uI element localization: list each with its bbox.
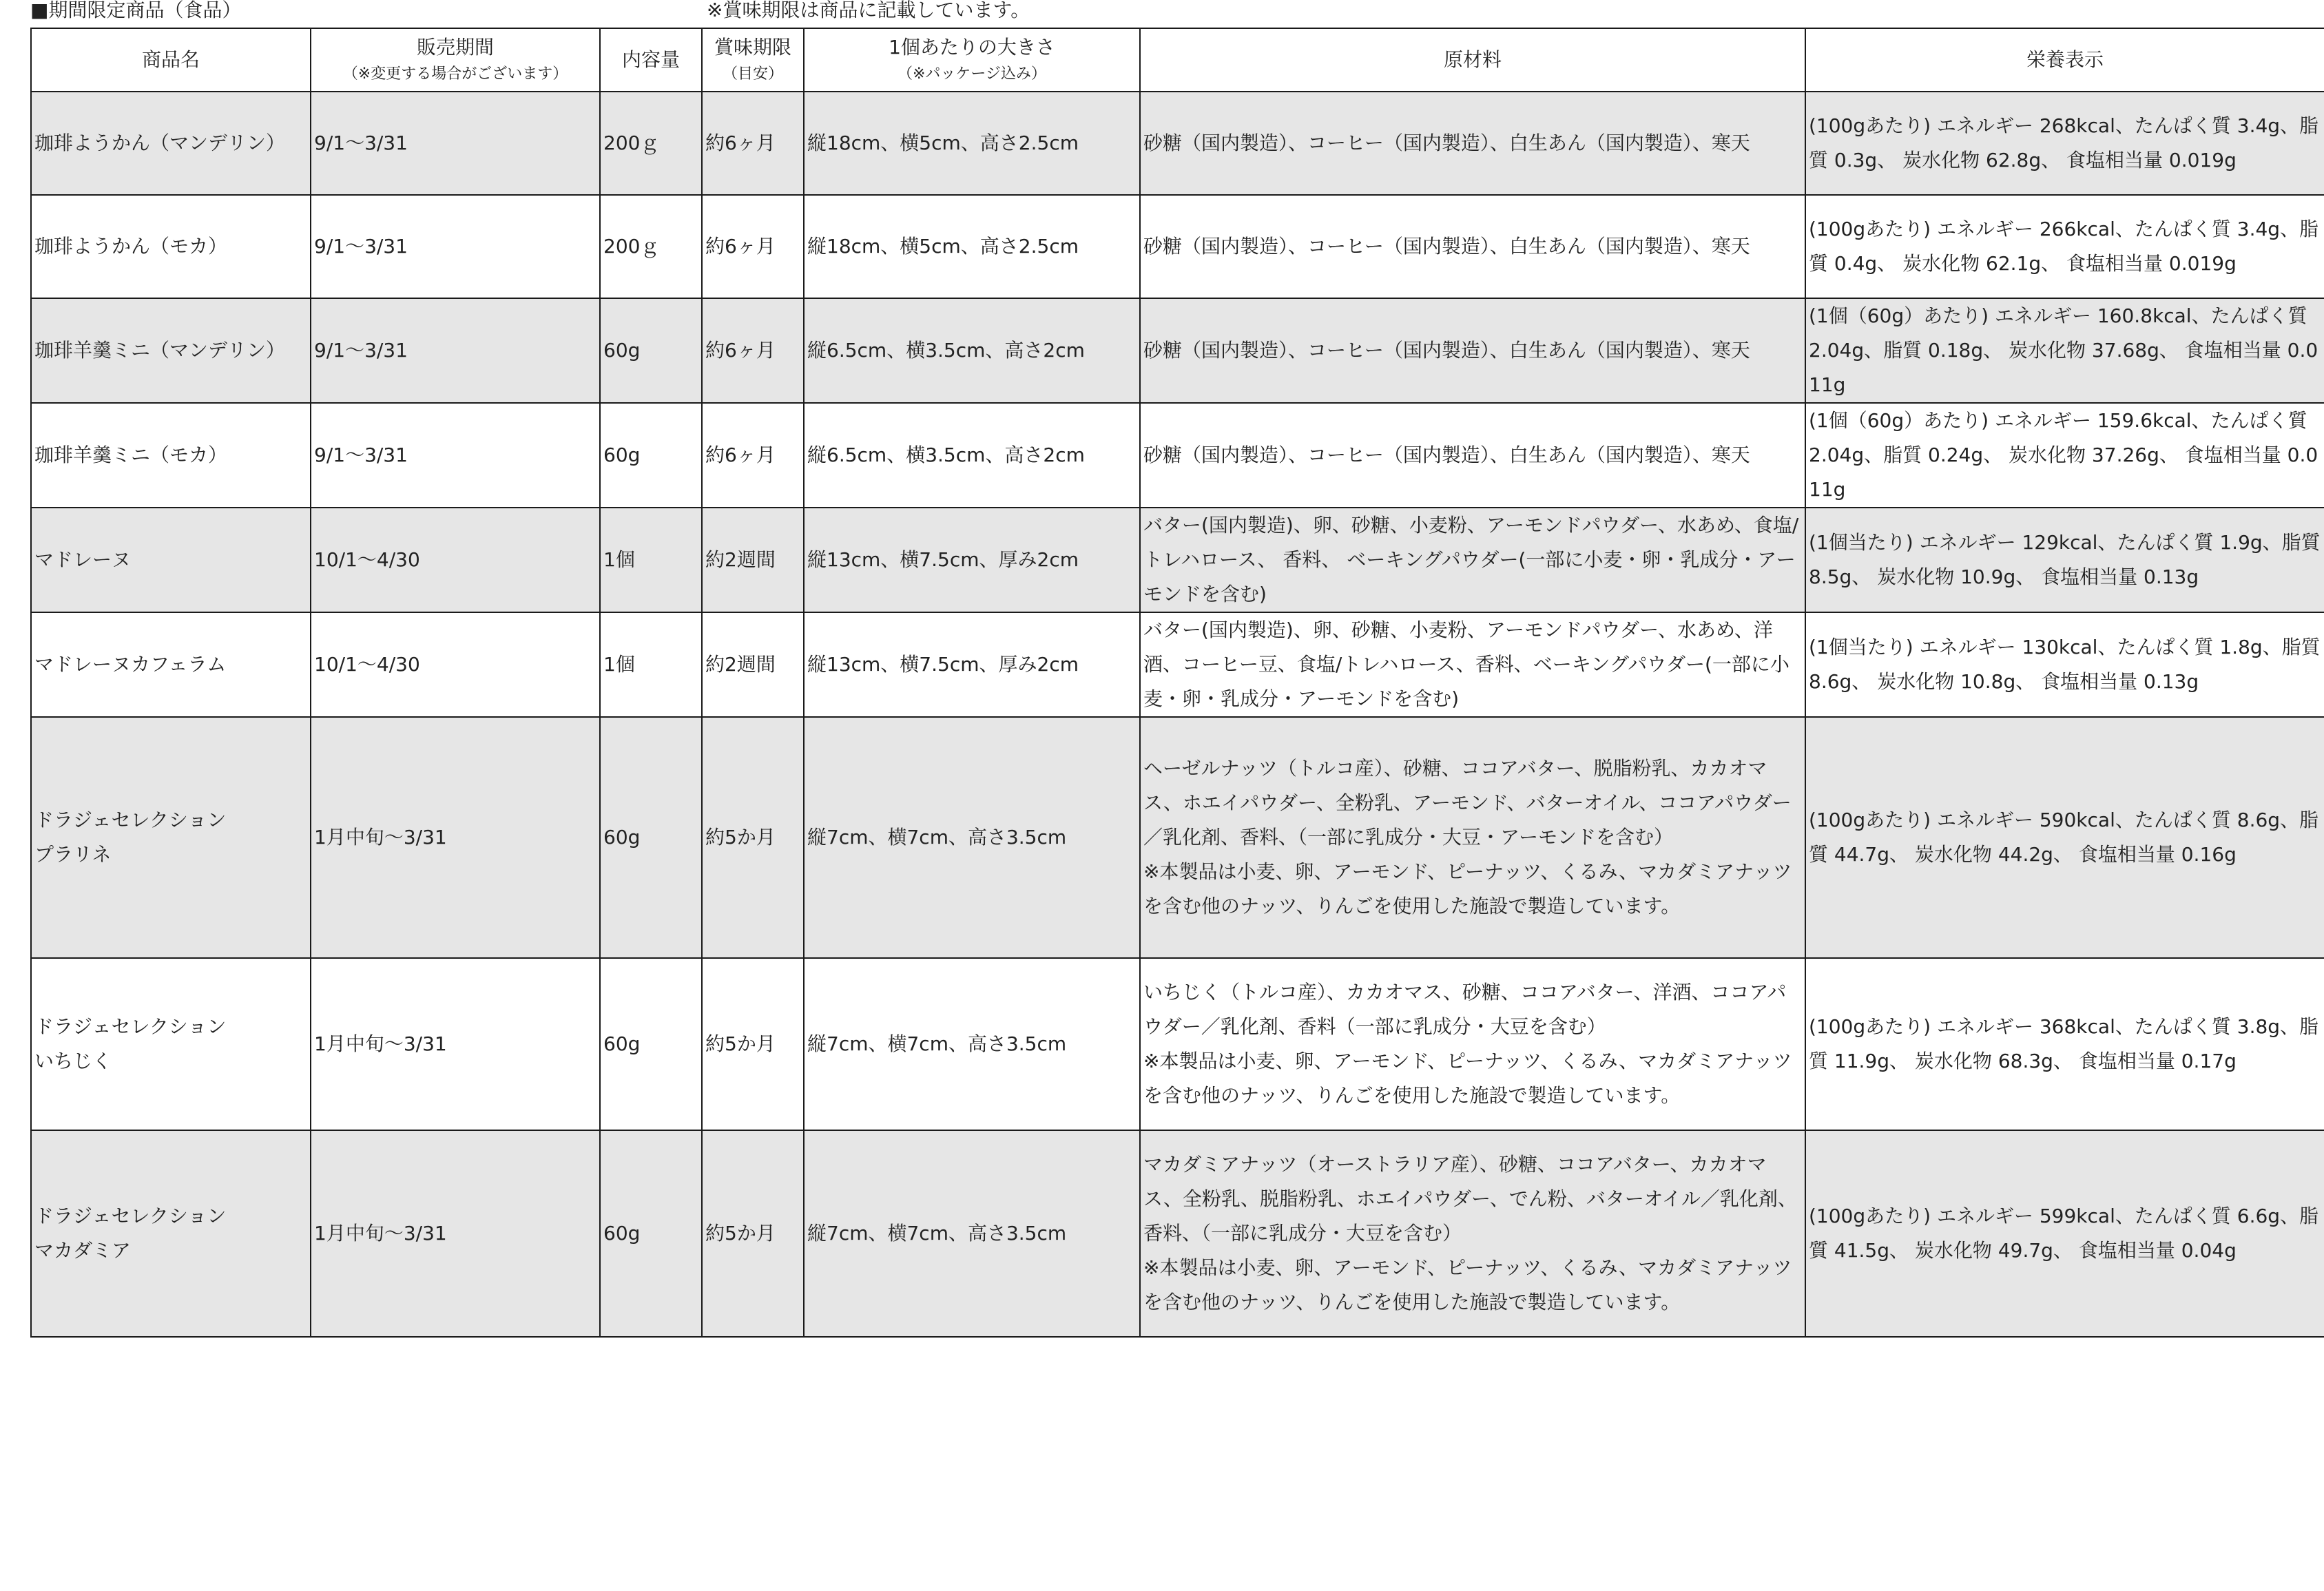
section-title: ■期間限定商品（食品） bbox=[30, 0, 242, 21]
cell-size: 縦7cm、横7cm、高さ3.5cm bbox=[804, 958, 1140, 1130]
cell-shelf-life: 約2週間 bbox=[702, 612, 804, 717]
column-header-size bbox=[804, 28, 1140, 92]
cell-amount: 200ｇ bbox=[600, 92, 702, 195]
product-table bbox=[30, 28, 2324, 1338]
column-header-label: 商品名 bbox=[141, 48, 200, 71]
cell-amount: 60g bbox=[600, 958, 702, 1130]
table-row bbox=[31, 298, 2324, 403]
table-row bbox=[31, 403, 2324, 508]
cell-amount: 60g bbox=[600, 717, 702, 958]
table-row bbox=[31, 508, 2324, 612]
cell-ingredients: 砂糖（国内製造）、コーヒー（国内製造）、白生あん（国内製造）、寒天 bbox=[1140, 92, 1805, 195]
cell-shelf-life: 約5か月 bbox=[702, 717, 804, 958]
cell-amount: 60g bbox=[600, 298, 702, 403]
column-header-name bbox=[31, 28, 311, 92]
cell-sales-period: 1月中旬～3/31 bbox=[311, 717, 600, 958]
column-header-note: （目安） bbox=[722, 65, 783, 83]
column-header-label: 1個あたりの大きさ bbox=[889, 36, 1055, 59]
cell-product-name: ドラジェセレクション マカダミア bbox=[31, 1130, 311, 1337]
cell-amount: 1個 bbox=[600, 612, 702, 717]
cell-size: 縦18cm、横5cm、高さ2.5cm bbox=[804, 92, 1140, 195]
column-header-label: 原材料 bbox=[1443, 48, 1502, 71]
header-row bbox=[31, 28, 2324, 92]
column-header-note: （※パッケージ込み） bbox=[898, 65, 1046, 83]
cell-shelf-life: 約6ヶ月 bbox=[702, 92, 804, 195]
column-header-label: 栄養表示 bbox=[2026, 48, 2104, 71]
cell-size: 縦13cm、横7.5cm、厚み2cm bbox=[804, 612, 1140, 717]
table-row bbox=[31, 92, 2324, 195]
cell-nutrition: (100gあたり) エネルギー 268kcal、たんぱく質 3.4g、脂質 0.3g、 炭水化物 62.8g、 食塩相当量 0.019g bbox=[1805, 92, 2324, 195]
cell-product-name: ドラジェセレクション いちじく bbox=[31, 958, 311, 1130]
cell-nutrition: (1個当たり) エネルギー 130kcal、たんぱく質 1.8g、脂質 8.6g、 炭水化物 10.8g、 食塩相当量 0.13g bbox=[1805, 612, 2324, 717]
cell-sales-period: 10/1～4/30 bbox=[311, 508, 600, 612]
column-header-label: 賞味期限 bbox=[714, 36, 791, 59]
cell-sales-period: 9/1～3/31 bbox=[311, 92, 600, 195]
cell-amount: 1個 bbox=[600, 508, 702, 612]
cell-product-name: 珈琲ようかん（モカ） bbox=[31, 195, 311, 298]
cell-nutrition: (1個（60g）あたり) エネルギー 160.8kcal、たんぱく質 2.04g、脂質 0.18g、 炭水化物 37.68g、 食塩相当量 0.011g bbox=[1805, 298, 2324, 403]
column-header-label: 販売期間 bbox=[416, 36, 494, 59]
table-row bbox=[31, 612, 2324, 717]
cell-sales-period: 1月中旬～3/31 bbox=[311, 1130, 600, 1337]
table-row bbox=[31, 958, 2324, 1130]
column-header-period bbox=[311, 28, 600, 92]
cell-ingredients: ヘーゼルナッツ（トルコ産）、砂糖、ココアバター、脱脂粉乳、カカオマス、ホエイパウダー、全粉乳、アーモンド、バターオイル、ココアパウダー／乳化剤、香料、（一部に乳成分・大豆・アーモンドを含む） ※本製品は小麦、卵、アーモンド、ピーナッツ、くるみ、マカダミアナッツを含む他のナッツ、りんごを使用した施設で製造しています。 bbox=[1140, 717, 1805, 958]
cell-ingredients: マカダミアナッツ（オーストラリア産）、砂糖、ココアバター、カカオマス、全粉乳、脱脂粉乳、ホエイパウダー、でん粉、バターオイル／乳化剤、香料、（一部に乳成分・大豆を含む） ※本製品は小麦、卵、アーモンド、ピーナッツ、くるみ、マカダミアナッツを含む他のナッツ、りんごを使用した施設で製造しています。 bbox=[1140, 1130, 1805, 1337]
cell-shelf-life: 約6ヶ月 bbox=[702, 403, 804, 508]
cell-nutrition: (100gあたり) エネルギー 368kcal、たんぱく質 3.8g、脂質 11.9g、 炭水化物 68.3g、 食塩相当量 0.17g bbox=[1805, 958, 2324, 1130]
cell-shelf-life: 約6ヶ月 bbox=[702, 195, 804, 298]
cell-shelf-life: 約5か月 bbox=[702, 1130, 804, 1337]
cell-ingredients: 砂糖（国内製造）、コーヒー（国内製造）、白生あん（国内製造）、寒天 bbox=[1140, 403, 1805, 508]
cell-ingredients: 砂糖（国内製造）、コーヒー（国内製造）、白生あん（国内製造）、寒天 bbox=[1140, 195, 1805, 298]
cell-size: 縦13cm、横7.5cm、厚み2cm bbox=[804, 508, 1140, 612]
cell-product-name: マドレーヌ bbox=[31, 508, 311, 612]
column-header-amount bbox=[600, 28, 702, 92]
cell-ingredients: 砂糖（国内製造）、コーヒー（国内製造）、白生あん（国内製造）、寒天 bbox=[1140, 298, 1805, 403]
cell-product-name: マドレーヌカフェラム bbox=[31, 612, 311, 717]
cell-ingredients: バター(国内製造)、卵、砂糖、小麦粉、アーモンドパウダー、水あめ、食塩/トレハロース、 香料、 ベーキングパウダー(一部に小麦・卵・乳成分・アーモンドを含む) bbox=[1140, 508, 1805, 612]
cell-size: 縦7cm、横7cm、高さ3.5cm bbox=[804, 1130, 1140, 1337]
cell-sales-period: 1月中旬～3/31 bbox=[311, 958, 600, 1130]
cell-ingredients: バター(国内製造)、卵、砂糖、小麦粉、アーモンドパウダー、水あめ、洋酒、コーヒー豆、食塩/トレハロース、香料、ベーキングパウダー(一部に小麦・卵・乳成分・アーモンドを含む) bbox=[1140, 612, 1805, 717]
cell-product-name: 珈琲ようかん（マンデリン） bbox=[31, 92, 311, 195]
column-header-ingredients bbox=[1140, 28, 1805, 92]
column-header-shelf-life bbox=[702, 28, 804, 92]
cell-amount: 200ｇ bbox=[600, 195, 702, 298]
table-row bbox=[31, 717, 2324, 958]
cell-sales-period: 9/1～3/31 bbox=[311, 403, 600, 508]
column-header-note: （※変更する場合がございます） bbox=[342, 65, 568, 83]
cell-ingredients: いちじく（トルコ産）、カカオマス、砂糖、ココアバター、洋酒、ココアパウダー／乳化剤、香料（一部に乳成分・大豆を含む） ※本製品は小麦、卵、アーモンド、ピーナッツ、くるみ、マカダミアナッツを含む他のナッツ、りんごを使用した施設で製造しています。 bbox=[1140, 958, 1805, 1130]
cell-nutrition: (100gあたり) エネルギー 599kcal、たんぱく質 6.6g、脂質 41.5g、 炭水化物 49.7g、 食塩相当量 0.04g bbox=[1805, 1130, 2324, 1337]
cell-nutrition: (1個（60g）あたり) エネルギー 159.6kcal、たんぱく質 2.04g、脂質 0.24g、 炭水化物 37.26g、 食塩相当量 0.011g bbox=[1805, 403, 2324, 508]
cell-sales-period: 9/1～3/31 bbox=[311, 298, 600, 403]
table-row bbox=[31, 195, 2324, 298]
cell-nutrition: (100gあたり) エネルギー 266kcal、たんぱく質 3.4g、脂質 0.4g、 炭水化物 62.1g、 食塩相当量 0.019g bbox=[1805, 195, 2324, 298]
column-header-label: 内容量 bbox=[621, 48, 680, 71]
cell-sales-period: 9/1～3/31 bbox=[311, 195, 600, 298]
cell-nutrition: (1個当たり) エネルギー 129kcal、たんぱく質 1.9g、脂質 8.5g、 炭水化物 10.9g、 食塩相当量 0.13g bbox=[1805, 508, 2324, 612]
cell-product-name: 珈琲羊羹ミニ（モカ） bbox=[31, 403, 311, 508]
cell-size: 縦6.5cm、横3.5cm、高さ2cm bbox=[804, 298, 1140, 403]
cell-nutrition: (100gあたり) エネルギー 590kcal、たんぱく質 8.6g、脂質 44.7g、 炭水化物 44.2g、 食塩相当量 0.16g bbox=[1805, 717, 2324, 958]
cell-shelf-life: 約6ヶ月 bbox=[702, 298, 804, 403]
cell-amount: 60g bbox=[600, 1130, 702, 1337]
cell-product-name: ドラジェセレクション プラリネ bbox=[31, 717, 311, 958]
cell-product-name: 珈琲羊羹ミニ（マンデリン） bbox=[31, 298, 311, 403]
table-row bbox=[31, 1130, 2324, 1337]
cell-size: 縦18cm、横5cm、高さ2.5cm bbox=[804, 195, 1140, 298]
cell-amount: 60g bbox=[600, 403, 702, 508]
cell-sales-period: 10/1～4/30 bbox=[311, 612, 600, 717]
cell-shelf-life: 約5か月 bbox=[702, 958, 804, 1130]
column-header-nutrition bbox=[1805, 28, 2324, 92]
cell-shelf-life: 約2週間 bbox=[702, 508, 804, 612]
shelf-life-note: ※賞味期限は商品に記載しています。 bbox=[707, 0, 1030, 21]
cell-size: 縦7cm、横7cm、高さ3.5cm bbox=[804, 717, 1140, 958]
cell-size: 縦6.5cm、横3.5cm、高さ2cm bbox=[804, 403, 1140, 508]
